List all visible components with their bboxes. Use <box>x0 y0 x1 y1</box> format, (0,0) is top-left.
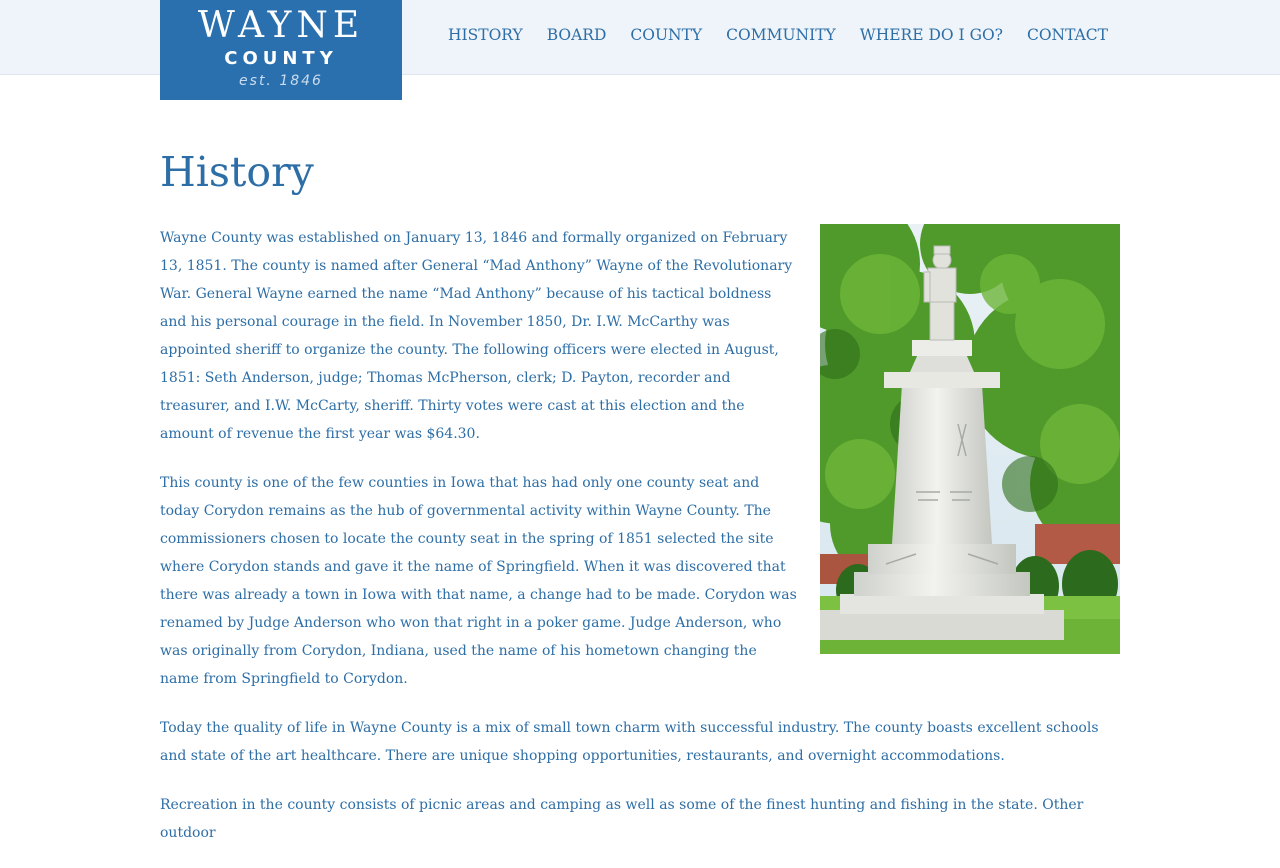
nav-community-link[interactable]: COMMUNITY <box>726 26 836 44</box>
logo-established-year: est. 1846 <box>239 73 323 89</box>
main-nav <box>448 26 1108 44</box>
site-header <box>0 0 1280 89</box>
page-title: History <box>160 148 314 196</box>
history-paragraph: Recreation in the county consists of picnic areas and camping as well as some of the finest hunting and fishing in the state. Other outdoor <box>160 797 1084 841</box>
nav-county-link[interactable]: COUNTY <box>630 26 703 44</box>
nav-where-do-i-go-link[interactable]: WHERE DO I GO? <box>859 26 1003 44</box>
logo-wordmark-wayne: WAYNE <box>197 5 365 46</box>
logo-wordmark-county: COUNTY <box>224 48 338 69</box>
site-logo[interactable] <box>160 0 402 100</box>
history-paragraph: This county is one of the few counties in Iowa that has had only one county seat and today Corydon remains as the hub of governmental activity within Wayne County. The commissioners chosen to locate the county seat in the spring of 1851 selected the site where Corydon stands and gave it the name of Springfield. When it was discovered that there was already a town in Iowa with that name, a change had to be made. Corydon was renamed by Judge Anderson who won that right in a poker game. Judge Anderson, who was originally from Corydon, Indiana, used the name of his hometown changing the name from Springfield to Corydon. <box>160 475 797 687</box>
history-article <box>160 224 1120 868</box>
nav-history-link[interactable]: HISTORY <box>447 26 523 44</box>
history-paragraph: Wayne County was established on January 13, 1846 and formally organized on February 13, 1851. The county is named after General “Mad Anthony” Wayne of the Revolutionary War. General Wayne earned the name “Mad Anthony” because of his tactical boldness and his personal courage in the field. In November 1850, Dr. I.W. McCarthy was appointed sheriff to organize the county. The following officers were elected in August, 1851: Seth Anderson, judge; Thomas McPherson, clerk; D. Payton, recorder and treasurer, and I.W. McCarty, sheriff. Thirty votes were cast at this election and the amount of revenue the first year was $64.30. <box>160 230 793 442</box>
history-paragraph: Today the quality of life in Wayne County is a mix of small town charm with successful industry. The county boasts excellent schools and state of the art healthcare. There are unique shopping opportunities, restaurants, and overnight accommodations. <box>160 720 1099 764</box>
nav-contact-link[interactable]: CONTACT <box>1026 26 1108 44</box>
nav-board-link[interactable]: BOARD <box>546 26 607 44</box>
